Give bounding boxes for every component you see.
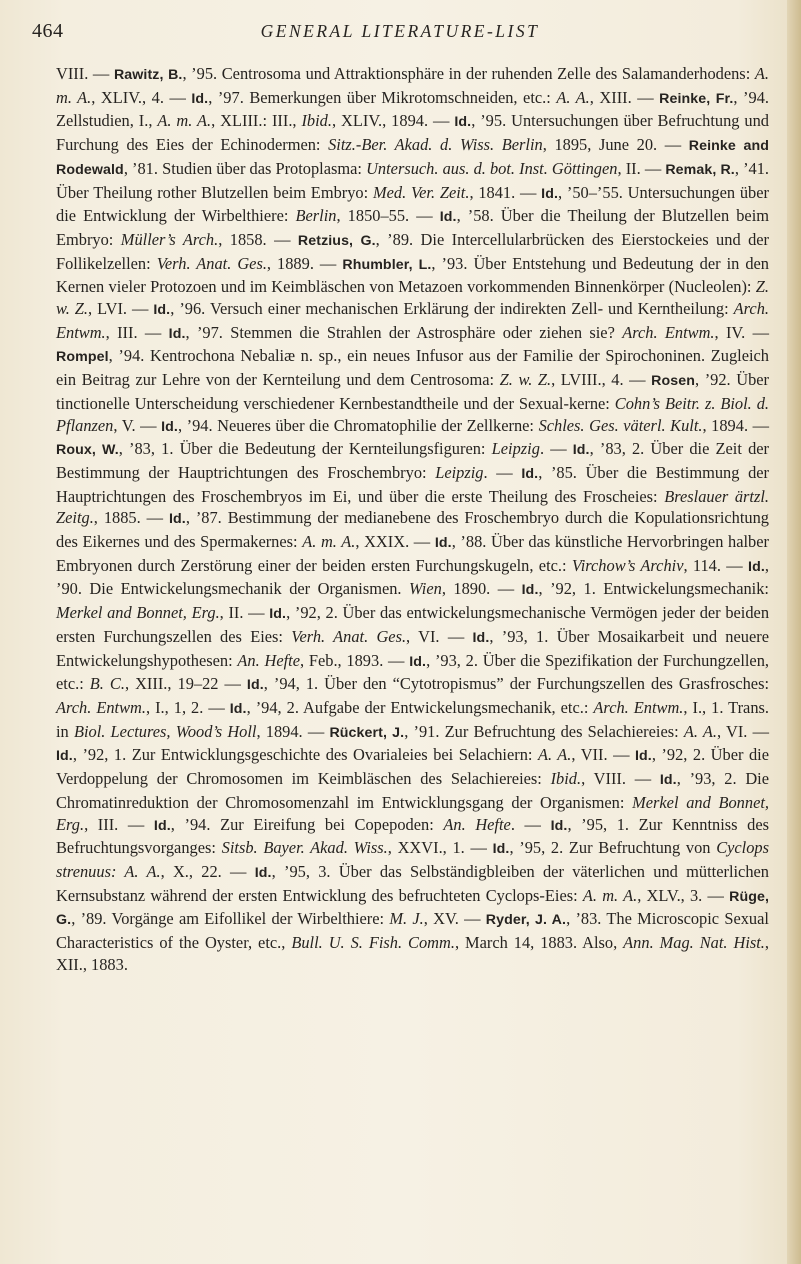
journal-title: Schles. Ges. väterl. Kult.	[538, 415, 703, 435]
entry-text: , ’95, 3. Über das Selbständigbleiben der väterlichen und mütterlichen Kernsubstanz während der ersten Entwicklung des befruchteten Cyclops-Eies:	[56, 861, 769, 905]
journal-title: Cyclops strenuus: A. A.	[56, 838, 770, 881]
entry-text: , XIII. —	[589, 87, 660, 107]
entry-text: , ’94. Kentrochona Nebaliæ n. sp., ein neues Infusor aus der Familie der Spirochoninen. Zugleich ein Beitrag zur Lehre von der Kernteilung und dem Centrosoma:	[56, 346, 769, 390]
journal-title: Sitz.-Ber. Akad. d. Wiss. Berlin	[328, 135, 543, 155]
author-name: Id.	[541, 185, 559, 202]
entry-text: , ’89. Vorgänge am Eifollikel der Wirbelthiere:	[71, 909, 390, 929]
author-name: Rosen	[651, 373, 696, 390]
journal-title: Leipzig	[491, 439, 540, 459]
bibliography-entry	[56, 63, 769, 975]
entry-text: , XII., 1883.	[56, 933, 770, 974]
entry-text: , V. —	[113, 415, 162, 435]
entry-text: , ’93, 1. Über Mosaikarbeit und neuere Entwickelungshypothesen:	[56, 626, 769, 670]
entry-text: , ’92. Über tinctionelle Unterscheidung verschiedener Kernbestandtheile und der Sexual-kerne:	[56, 370, 770, 413]
author-name: Rüge, G.	[56, 888, 770, 929]
entry-text: , ’90. Die Entwickelungsmechanik der Organismen.	[56, 555, 770, 599]
entry-text: , 1885. —	[93, 508, 169, 528]
entry-text: , ’92, 2. Über das entwickelungsmechanische Vermögen jeder der beiden ersten Furchungszellen des Eies:	[56, 603, 770, 646]
author-name: Id.	[472, 629, 490, 646]
author-name: Id.	[439, 209, 457, 226]
entry-text: , ’89. Die Intercellularbrücken des Eierstockeies und der Follikelzellen:	[56, 229, 769, 273]
entry-text: , March 14, 1883. Also,	[454, 933, 624, 953]
entry-text: , ’58. Über die Theilung der Blutzellen beim Embryo:	[56, 206, 770, 249]
entry-text: , XLV., 3. —	[637, 885, 730, 905]
author-name: Reinke, Fr.	[659, 90, 734, 107]
page-edge	[787, 0, 801, 1264]
author-name: Roux, W.	[56, 442, 119, 459]
entry-text: , XLIII.: III.,	[211, 111, 302, 131]
entry-text: . —	[510, 814, 551, 834]
entry-text: , ’95. Untersuchungen über Befruchtung und Furchung des Eies der Echinodermen:	[56, 111, 769, 155]
journal-title: Arch. Entwm.	[593, 697, 684, 717]
journal-title: M. J.	[389, 909, 424, 929]
journal-title: Ann. Mag. Nat. Hist.	[623, 933, 765, 953]
running-head	[30, 20, 770, 46]
entry-text: , XIII., 19–22 —	[124, 674, 247, 694]
author-name: Rhumbler, L.	[342, 256, 432, 273]
author-name: Id.	[572, 442, 590, 459]
author-name: Id.	[161, 418, 178, 435]
page-number: 464	[32, 20, 64, 42]
entry-text: , 1858. —	[218, 229, 298, 249]
entry-text: , VI. —	[406, 626, 473, 646]
author-name: Id.	[521, 582, 539, 599]
entry-text: , I., 1, 2. —	[145, 697, 230, 717]
entry-text: , ’95. Centrosoma und Attraktionsphäre in der ruhenden Zelle des Salamanderhodens:	[182, 64, 755, 83]
author-name: Id.	[521, 465, 539, 482]
author-name: Id.	[434, 535, 452, 552]
author-name: Rawitz, B.	[113, 67, 183, 83]
author-name: Id.	[550, 817, 568, 834]
entry-text: , ’88. Über das künstliche Hervorbringen halber Embryonen durch Zerstörung einer der beiden ersten Furchungskugeln, etc.:	[56, 532, 769, 575]
entry-text: , XLIV., 4. —	[91, 87, 192, 107]
author-name: Id.	[246, 677, 264, 694]
journal-title: Z. w. Z.	[499, 370, 552, 390]
journal-title: Arch. Entwm.	[56, 299, 769, 342]
entry-text: , X., 22. —	[160, 861, 255, 881]
entry-text: , ’41. Über Theilung rother Blutzellen beim Embryo:	[56, 158, 770, 202]
journal-title: An. Hefte	[237, 650, 300, 670]
entry-text: , 1850–55. —	[336, 206, 440, 226]
journal-title: Leipzig	[435, 462, 484, 482]
author-name: Id.	[269, 606, 287, 623]
entry-text: , ’92, 1. Entwickelungsmechanik:	[538, 579, 769, 599]
entry-text: , 1894. —	[702, 415, 770, 435]
entry-text: , ’94. Neueres über die Chromatophilie der Zellkerne:	[177, 415, 539, 435]
entry-text: , ’81. Studien über das Protoplasma:	[123, 158, 367, 178]
author-name: Id.	[254, 864, 272, 881]
entry-text: , 1841. —	[469, 182, 542, 202]
journal-title: B. C.	[89, 674, 125, 694]
journal-title: Breslauer ärtzl. Zeitg.	[56, 486, 769, 528]
entry-text: , ’97. Bemerkungen über Mikrotomschneiden, etc.:	[208, 87, 557, 107]
author-name: Id.	[229, 700, 247, 717]
entry-text: , VII. —	[571, 745, 635, 765]
entry-text: , VIII. —	[581, 769, 660, 789]
entry-text: , ’92, 2. Über die Verdoppelung der Chromosomen im Keimbläschen des Selachiereies:	[56, 745, 769, 789]
journal-title: Z. w. Z.	[56, 277, 769, 319]
author-name: Id.	[454, 114, 472, 131]
author-name: Ryder, J. A.	[485, 912, 567, 929]
journal-title: Merkel and Bonnet, Erg.	[56, 792, 769, 834]
entry-text: , VI. —	[716, 721, 769, 741]
entry-text: , 114. —	[683, 555, 749, 575]
journal-title: Ibid.	[301, 111, 332, 131]
entry-text: , ’93, 2. Über die Spezifikation der Furchungzellen, etc.:	[56, 650, 769, 694]
entry-text: , 1895, June 20. —	[542, 135, 689, 155]
entry-text: , III. —	[84, 814, 154, 834]
journal-title: Merkel and Bonnet, Erg.	[56, 603, 220, 623]
journal-title: Arch. Entwm.	[622, 322, 715, 342]
entry-text: , ’95, 1. Zur Kenntniss des Befruchtungsvorganges:	[56, 814, 769, 858]
entry-text: , ’94. Zellstudien, I.,	[56, 87, 769, 131]
author-name: Id.	[168, 325, 186, 342]
journal-title: A. A.	[683, 721, 717, 741]
running-title: GENERAL LITERATURE-LIST	[260, 21, 540, 41]
entry-text: , ’95, 2. Zur Befruchtung von	[509, 838, 717, 858]
journal-title: Verh. Anat. Ges.	[291, 626, 407, 646]
entry-text: , ’87. Bestimmung der medianebene des Froschembryo durch die Kopulationsrichtung des Eikernes und des Spermakernes:	[56, 508, 769, 552]
author-name: Rückert, J.	[329, 724, 405, 741]
author-name: Reinke and Rodewald	[56, 138, 769, 178]
journal-title: Wien	[409, 579, 442, 599]
journal-title: An. Hefte	[443, 814, 511, 834]
entry-text: , ’94, 1. Über den “Cytotropismus” der Furchungszellen des Grasfrosches:	[263, 674, 770, 694]
entry-text: , II. —	[617, 158, 666, 178]
journal-title: Biol. Lectures, Wood’s Holl	[73, 721, 257, 741]
entry-text: , 1894. —	[256, 721, 330, 741]
author-name: Id.	[153, 302, 171, 319]
entry-text: , II. —	[219, 603, 270, 623]
journal-title: A. A.	[537, 745, 572, 765]
entry-text: , ’83, 2. Über die Zeit der Bestimmung der Hauptrichtungen des Froschembryo:	[56, 439, 770, 482]
entry-text: , ’94, 2. Aufgabe der Entwickelungsmechanik, etc.:	[246, 697, 594, 717]
entry-text: , 1890. —	[441, 579, 522, 599]
author-name: Id.	[168, 511, 186, 528]
entry-text: , XV. —	[423, 909, 486, 929]
journal-title: Sitsb. Bayer. Akad. Wiss.	[221, 838, 388, 858]
entry-text: , ’50–’55. Untersuchungen über die Entwicklung der Wirbelthiere:	[56, 182, 769, 226]
author-name: Id.	[492, 841, 510, 858]
author-name: Id.	[748, 558, 765, 575]
entry-text: , III. —	[105, 322, 169, 342]
journal-title: Arch. Entwm.	[56, 697, 146, 717]
entry-text: . —	[539, 439, 573, 459]
entry-text: , LVIII., 4. —	[551, 370, 652, 390]
journal-title: A. m. A.	[582, 885, 638, 905]
journal-title: Ibid.	[550, 769, 582, 789]
entry-text: , ’91. Zur Befruchtung des Selachiereies:	[404, 721, 684, 741]
author-name: Remak, R.	[665, 161, 735, 178]
entry-text: . —	[483, 462, 522, 482]
entry-text: , ’93, 2. Die Chromatinreduktion der Chromosomenzahl im Entwicklungsgang der Organismen:	[56, 769, 769, 812]
entry-text: , ’97. Stemmen die Strahlen der Astrosphäre oder ziehen sie?	[185, 322, 623, 342]
author-name: Id.	[659, 772, 677, 789]
author-name: Id.	[634, 748, 652, 765]
entry-text: , ’92, 1. Zur Entwicklungsgeschichte des Ovarialeies bei Selachiern:	[72, 745, 538, 765]
journal-title: A. m. A.	[302, 532, 356, 552]
entry-text: , Feb., 1893. —	[299, 650, 410, 670]
entry-text: , ’96. Versuch einer mechanischen Erklärung der indirekten Zell- und Kerntheilung:	[170, 299, 734, 319]
journal-title: Verh. Anat. Ges.	[156, 253, 267, 273]
entry-text: , ’85. Über die Bestimmung der Hauptrichtungen des Froschembryos im Ei, und über die erste Theilung des Froscheies:	[56, 462, 770, 506]
entry-text: , LVI. —	[88, 299, 154, 319]
entry-text: VIII. —	[56, 64, 114, 83]
entry-text: , ’83. The Microscopic Sexual Characteristics of the Oyster, etc.,	[56, 909, 769, 953]
journal-title: Cohn’s Beitr. z. Biol. d. Pflanzen	[56, 393, 769, 435]
author-name: Id.	[56, 748, 73, 765]
journal-title: A. m. A.	[157, 111, 212, 131]
journal-title: A. A.	[556, 87, 590, 107]
author-name: Id.	[153, 817, 171, 834]
journal-title: Bull. U. S. Fish. Comm.	[291, 933, 455, 953]
journal-title: Med. Ver. Zeit.	[372, 182, 470, 202]
entry-text: , XLIV., 1894. —	[331, 111, 455, 131]
entry-text: , ’94. Zur Eireifung bei Copepoden:	[170, 814, 444, 834]
journal-title: A. m. A.	[56, 64, 769, 107]
author-name: Id.	[191, 90, 209, 107]
author-name: Rompel	[56, 349, 109, 366]
bibliography-text	[56, 63, 769, 975]
journal-title: Virchow’s Archiv	[571, 555, 684, 575]
entry-text: , XXVI., 1. —	[387, 838, 493, 858]
entry-text: , XXIX. —	[355, 532, 435, 552]
entry-text: , ’93. Über Entstehung und Bedeutung der in den Kernen vieler Protozoen und im Keimbläschen von Metazoen vorkommenden Binnenkörper (Nucleolen):	[56, 253, 769, 297]
entry-text: , 1889. —	[266, 253, 343, 273]
entry-text: , ’83, 1. Über die Bedeutung der Kernteilungsfiguren:	[118, 439, 492, 459]
journal-title: Müller’s Arch.	[120, 229, 219, 249]
entry-text: , I., 1. Trans. in	[56, 697, 769, 741]
author-name: Id.	[409, 653, 427, 670]
author-name: Retzius, G.	[297, 232, 376, 249]
entry-text: , IV. —	[714, 322, 769, 342]
journal-title: Untersuch. aus. d. bot. Inst. Göttingen	[366, 158, 618, 178]
journal-title: Berlin	[295, 206, 337, 226]
